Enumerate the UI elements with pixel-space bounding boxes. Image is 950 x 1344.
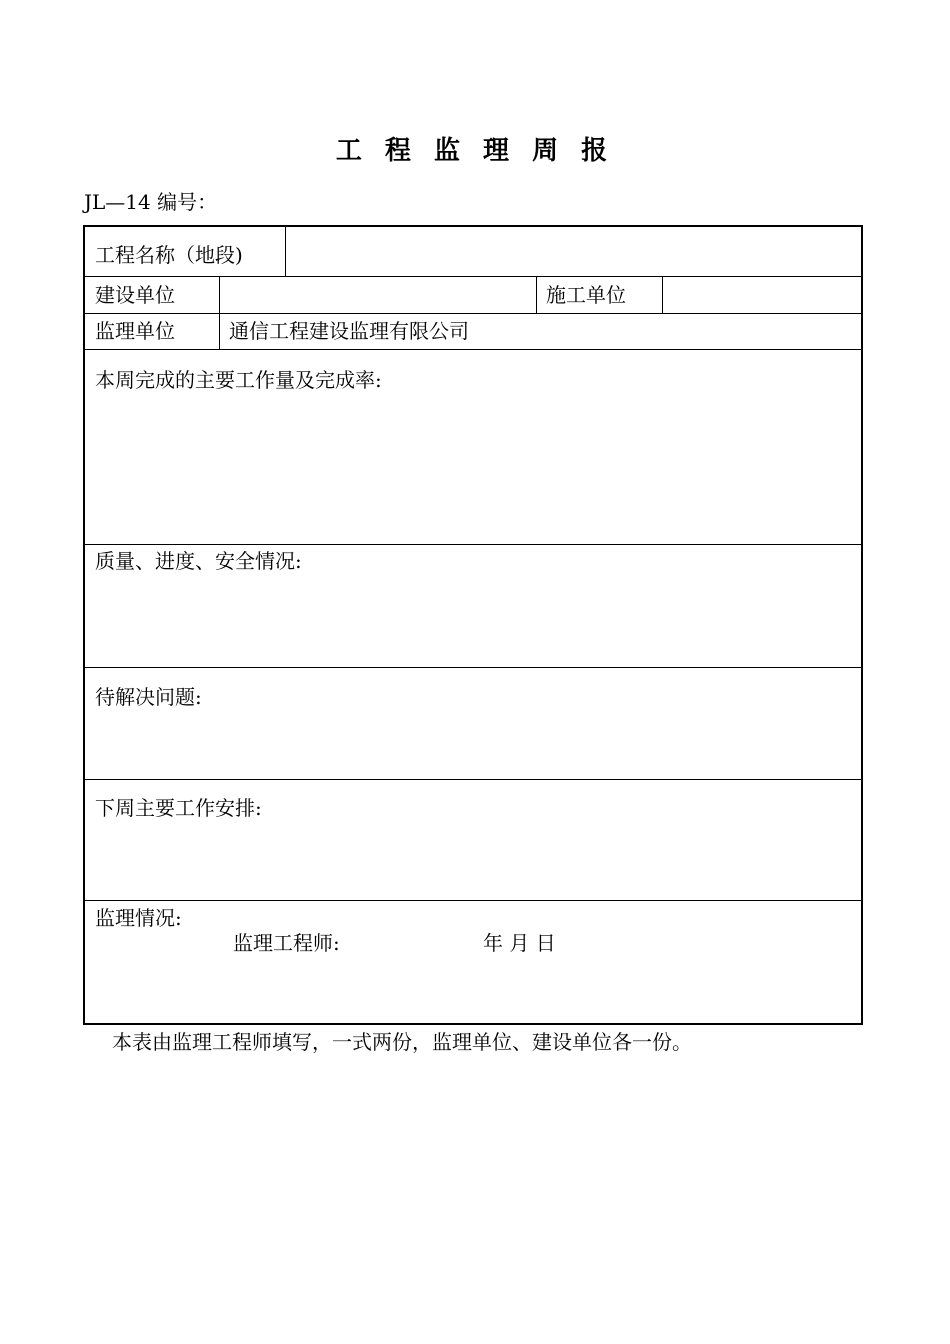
next-week-plan-label: 下周主要工作安排: — [95, 796, 262, 820]
row-divider — [85, 900, 861, 901]
signature-date-label: 年 月 日 — [483, 931, 556, 955]
weekly-work-label: 本周完成的主要工作量及完成率: — [95, 368, 382, 392]
supervision-unit-field[interactable]: 通信工程建设监理有限公司 — [229, 319, 469, 343]
supervision-status-label: 监理情况: — [95, 906, 182, 930]
supervision-unit-label: 监理单位 — [95, 319, 175, 343]
quality-progress-safety-label: 质量、进度、安全情况: — [95, 549, 302, 573]
project-name-field[interactable] — [297, 239, 857, 269]
engineer-signature-label: 监理工程师: — [233, 931, 340, 955]
pending-issues-label: 待解决问题: — [95, 685, 202, 709]
document-title: 工 程 监 理 周 报 — [335, 136, 615, 166]
row-divider — [85, 779, 861, 780]
column-divider — [536, 276, 537, 313]
column-divider — [285, 227, 286, 276]
construction-unit-field[interactable] — [229, 279, 529, 309]
contractor-label: 施工单位 — [546, 283, 626, 307]
weekly-report-form — [83, 225, 863, 1025]
row-divider — [85, 276, 861, 277]
column-divider — [662, 276, 663, 313]
row-divider — [85, 349, 861, 350]
doc-number-label: JL—14 编号： — [84, 190, 218, 214]
footnote: 本表由监理工程师填写，一式两份，监理单位、建设单位各一份。 — [112, 1030, 692, 1054]
row-divider — [85, 313, 861, 314]
construction-unit-label: 建设单位 — [95, 283, 175, 307]
contractor-field[interactable] — [672, 279, 857, 309]
column-divider — [219, 276, 220, 349]
project-name-label: 工程名称（地段) — [95, 243, 243, 267]
row-divider — [85, 667, 861, 668]
